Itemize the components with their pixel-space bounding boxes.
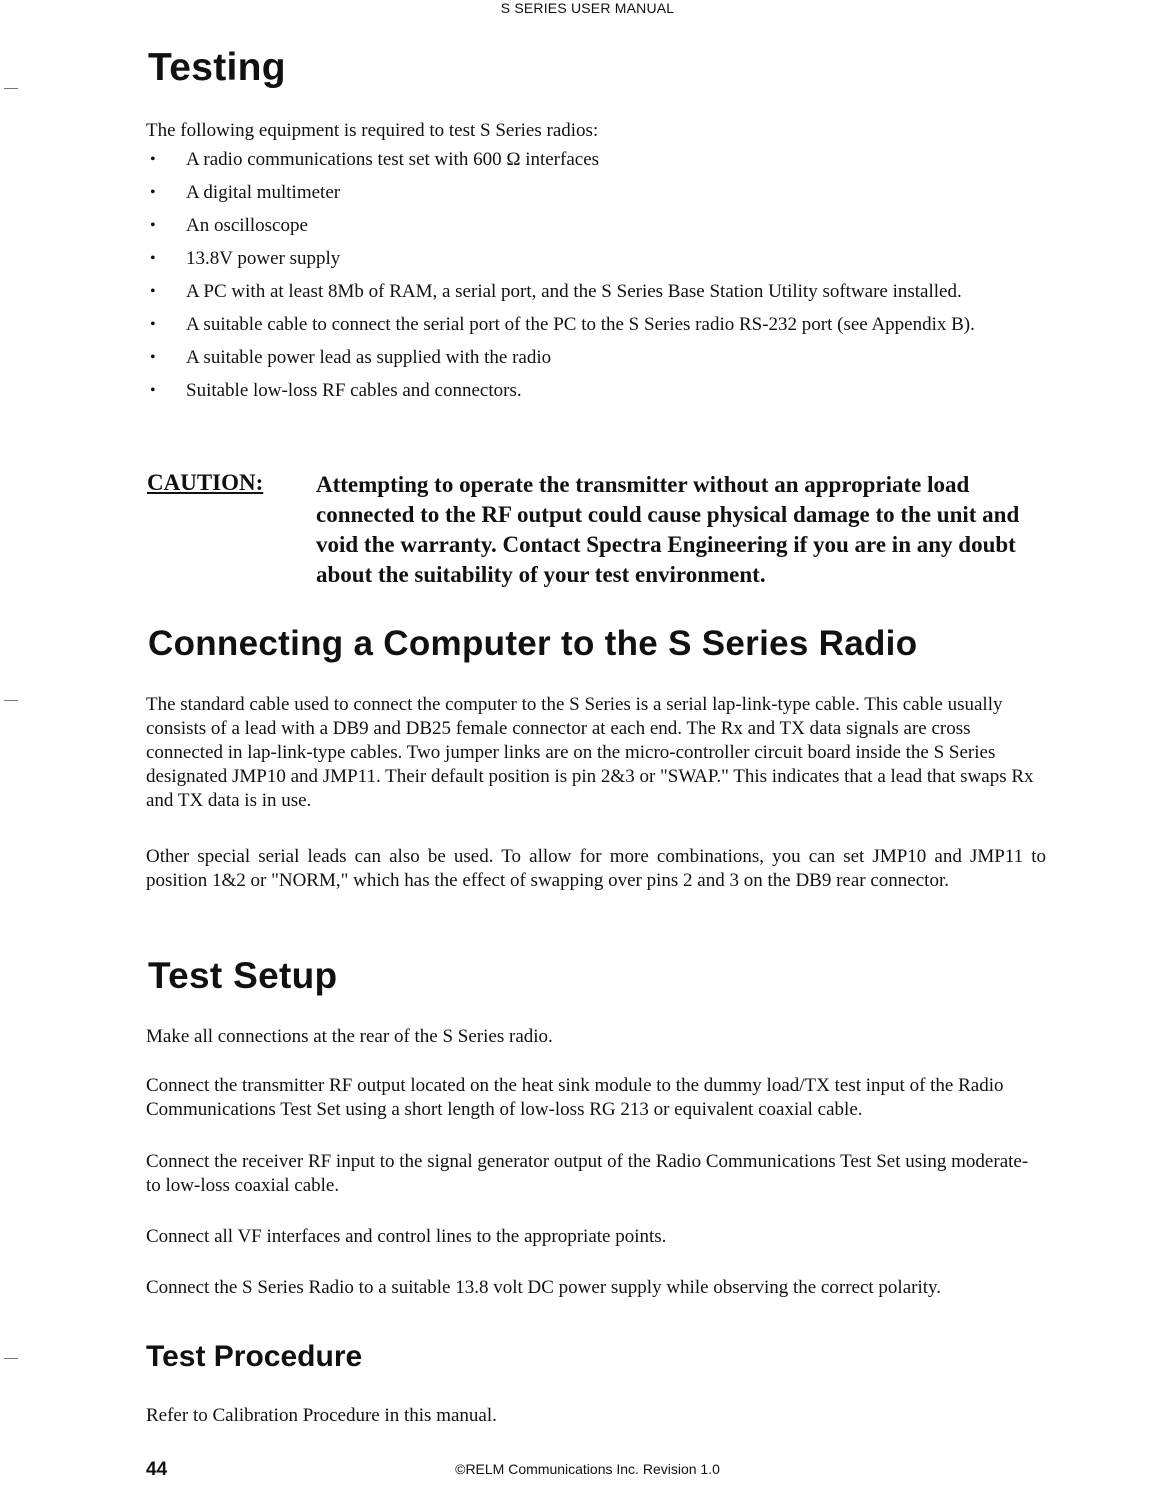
connecting-paragraph-2: Other special serial leads can also be used. To allow for more combinations, you can set JMP10 and JMP11 to position 1&2 or "NORM," which has the effect of swapping over pins 2 and 3 on the DB9 rear connector.: [146, 846, 1046, 891]
margin-mark: [4, 700, 18, 701]
list-item: • A suitable power lead as supplied with the radio: [150, 347, 552, 368]
testing-intro: The following equipment is required to test S Series radios:: [146, 120, 599, 141]
setup-paragraph-1: Make all connections at the rear of the S Series radio.: [146, 1026, 553, 1047]
bullet-icon: •: [150, 283, 156, 300]
list-item: • Suitable low-loss RF cables and connectors.: [150, 380, 522, 401]
caution-text: Attempting to operate the transmitter without an appropriate load connected to the RF output could cause physical damage to the unit and void the warranty. Contact Spectra Engineering if you are in any doubt about the suitability of your test environment.: [316, 472, 1020, 587]
list-item: • A digital multimeter: [150, 182, 341, 203]
list-item: • A radio communications test set with 600 Ω interfaces: [150, 149, 600, 170]
list-item: • 13.8V power supply: [150, 248, 341, 269]
list-item: • An oscilloscope: [150, 215, 308, 236]
running-header: S SERIES USER MANUAL: [500, 0, 675, 16]
bullet-icon: •: [150, 184, 156, 201]
bullet-icon: •: [150, 349, 156, 366]
list-item: • A suitable cable to connect the serial port of the PC to the S Series radio RS-232 port (see Appendix B).: [150, 314, 975, 335]
margin-mark: [4, 1358, 18, 1359]
section-heading-connecting: Connecting a Computer to the S Series Radio: [148, 624, 918, 663]
setup-paragraph-2: Connect the transmitter RF output located on the heat sink module to the dummy load/TX test input of the Radio Communications Test Set using a short length of low-loss RG 213 or equivalent coaxial cable.: [146, 1075, 1004, 1120]
bullet-icon: •: [150, 316, 156, 333]
bullet-icon: •: [150, 250, 156, 267]
bullet-icon: •: [150, 217, 156, 234]
section-heading-test-procedure: Test Procedure: [146, 1340, 363, 1373]
setup-paragraph-5: Connect the S Series Radio to a suitable 13.8 volt DC power supply while observing the correct polarity.: [146, 1277, 942, 1298]
section-heading-testing: Testing: [148, 46, 286, 89]
setup-paragraph-4: Connect all VF interfaces and control lines to the appropriate points.: [146, 1226, 667, 1247]
list-item: • A PC with at least 8Mb of RAM, a serial port, and the S Series Base Station Utility software installed.: [150, 281, 962, 302]
margin-mark: [4, 88, 18, 89]
bullet-icon: •: [150, 151, 156, 168]
procedure-paragraph: Refer to Calibration Procedure in this manual.: [146, 1405, 497, 1426]
bullet-icon: •: [150, 382, 156, 399]
caution-label: CAUTION:: [147, 470, 264, 495]
page-number: 44: [146, 1459, 168, 1480]
section-heading-test-setup: Test Setup: [148, 955, 338, 996]
equipment-list: [146, 148, 1046, 412]
setup-paragraph-3: Connect the receiver RF input to the signal generator output of the Radio Communications Test Set using moderate- to low-loss coaxial cable.: [146, 1151, 1029, 1196]
footer-copyright: ©RELM Communications Inc. Revision 1.0: [455, 1461, 720, 1477]
connecting-paragraph-1: The standard cable used to connect the computer to the S Series is a serial lap-link-type cable. This cable usually consists of a lead with a DB9 and DB25 female connector at each end. The Rx and TX data signals are cross connected in lap-link-type cables. Two jumper links are on the micro-controller circuit board inside the S Series designated JMP10 and JMP11. Their default position is pin 2&3 or "SWAP." This indicates that a lead that swaps Rx and TX data is in use.: [146, 694, 1034, 811]
